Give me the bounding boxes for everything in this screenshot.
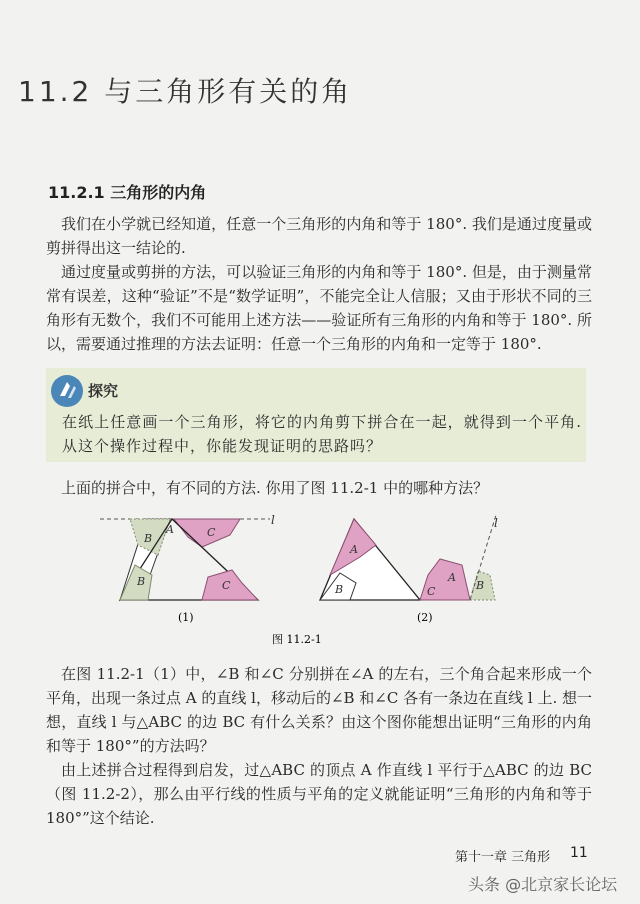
figure-caption: 图 11.2-1 [272, 633, 322, 646]
paragraph-4: 由上述拼合过程得到启发，过△ABC 的顶点 A 作直线 l 平行于△ABC 的边 BC（图 11.2-2），那么由平行线的性质与平角的定义就能证明“三角形的内角和等于 180°”这个结论. [46, 761, 592, 827]
subsection-title: 11.2.1 三角形的内角 [48, 183, 207, 202]
figure-part-2 [320, 515, 498, 600]
angle-c-label-2: A [448, 571, 456, 584]
watermark: 头条 @北京家长论坛 [468, 875, 618, 894]
angle-b-piece-label-2: B [476, 579, 485, 592]
angle-b-label-1: B [144, 532, 153, 545]
explore-icon [50, 374, 84, 408]
angle-b-origin-label-1: B [137, 575, 146, 588]
angle-c-label-1: C [207, 526, 216, 539]
angle-c-origin-label-1: C [222, 579, 231, 592]
line-l-label-1: l [271, 513, 275, 527]
section-title: 11.2 与三角形有关的角 [18, 75, 353, 108]
paragraph-2: 通过度量或剪拼的方法，可以验证三角形的内角和等于 180°. 但是，由于测量常常有误差，这种“验证”不是“数学证明”，不能完全让人信服；又由于形状不同的三角形有无数个，我们不可能用上述方法——验证所有三角形的内角和等于 180°. 所以，需要通过推理的方法去证明：任意一个三角形的内角和一定等于 180°. [46, 263, 592, 353]
figure-11-2-1 [90, 505, 520, 650]
line-l-label-2: l [494, 516, 498, 530]
question-text: 上面的拼合中，有不同的方法. 你用了图 11.2-1 中的哪种方法？ [61, 479, 489, 497]
explore-text: 在纸上任意画一个三角形，将它的内角剪下拼合在一起，就得到一个平角. 从这个操作过程中，你能发现证明的思路吗？ [62, 413, 582, 455]
angle-b-label-2: B [335, 583, 344, 596]
vertex-c-label-2: C [427, 585, 436, 598]
paragraph-1: 我们在小学就已经知道，任意一个三角形的内角和等于 180°. 我们是通过度量或剪拼得出这一结论的. [46, 215, 592, 257]
subfigure-1-label: (1) [178, 611, 194, 624]
paragraph-3: 在图 11.2-1（1）中，∠B 和∠C 分别拼在∠A 的左右，三个角合起来形成一个平角，出现一条过点 A 的直线 l，移动后的∠B 和∠C 各有一条边在直线 l 上. 想一想，直线 l 与△ABC 的边 BC 有什么关系？由这个图你能想出证明“三角形的内角和等于 180°”的方法吗？ [46, 665, 592, 755]
page-number: 11 [570, 845, 588, 861]
vertex-a-label-1: A [166, 523, 174, 536]
subfigure-2-label: (2) [417, 611, 433, 624]
explore-title: 探究 [88, 382, 119, 400]
chapter-footer: 第十一章 三角形 [455, 850, 551, 865]
figure-part-1 [100, 513, 275, 600]
angle-a-label-2: A [350, 543, 358, 556]
